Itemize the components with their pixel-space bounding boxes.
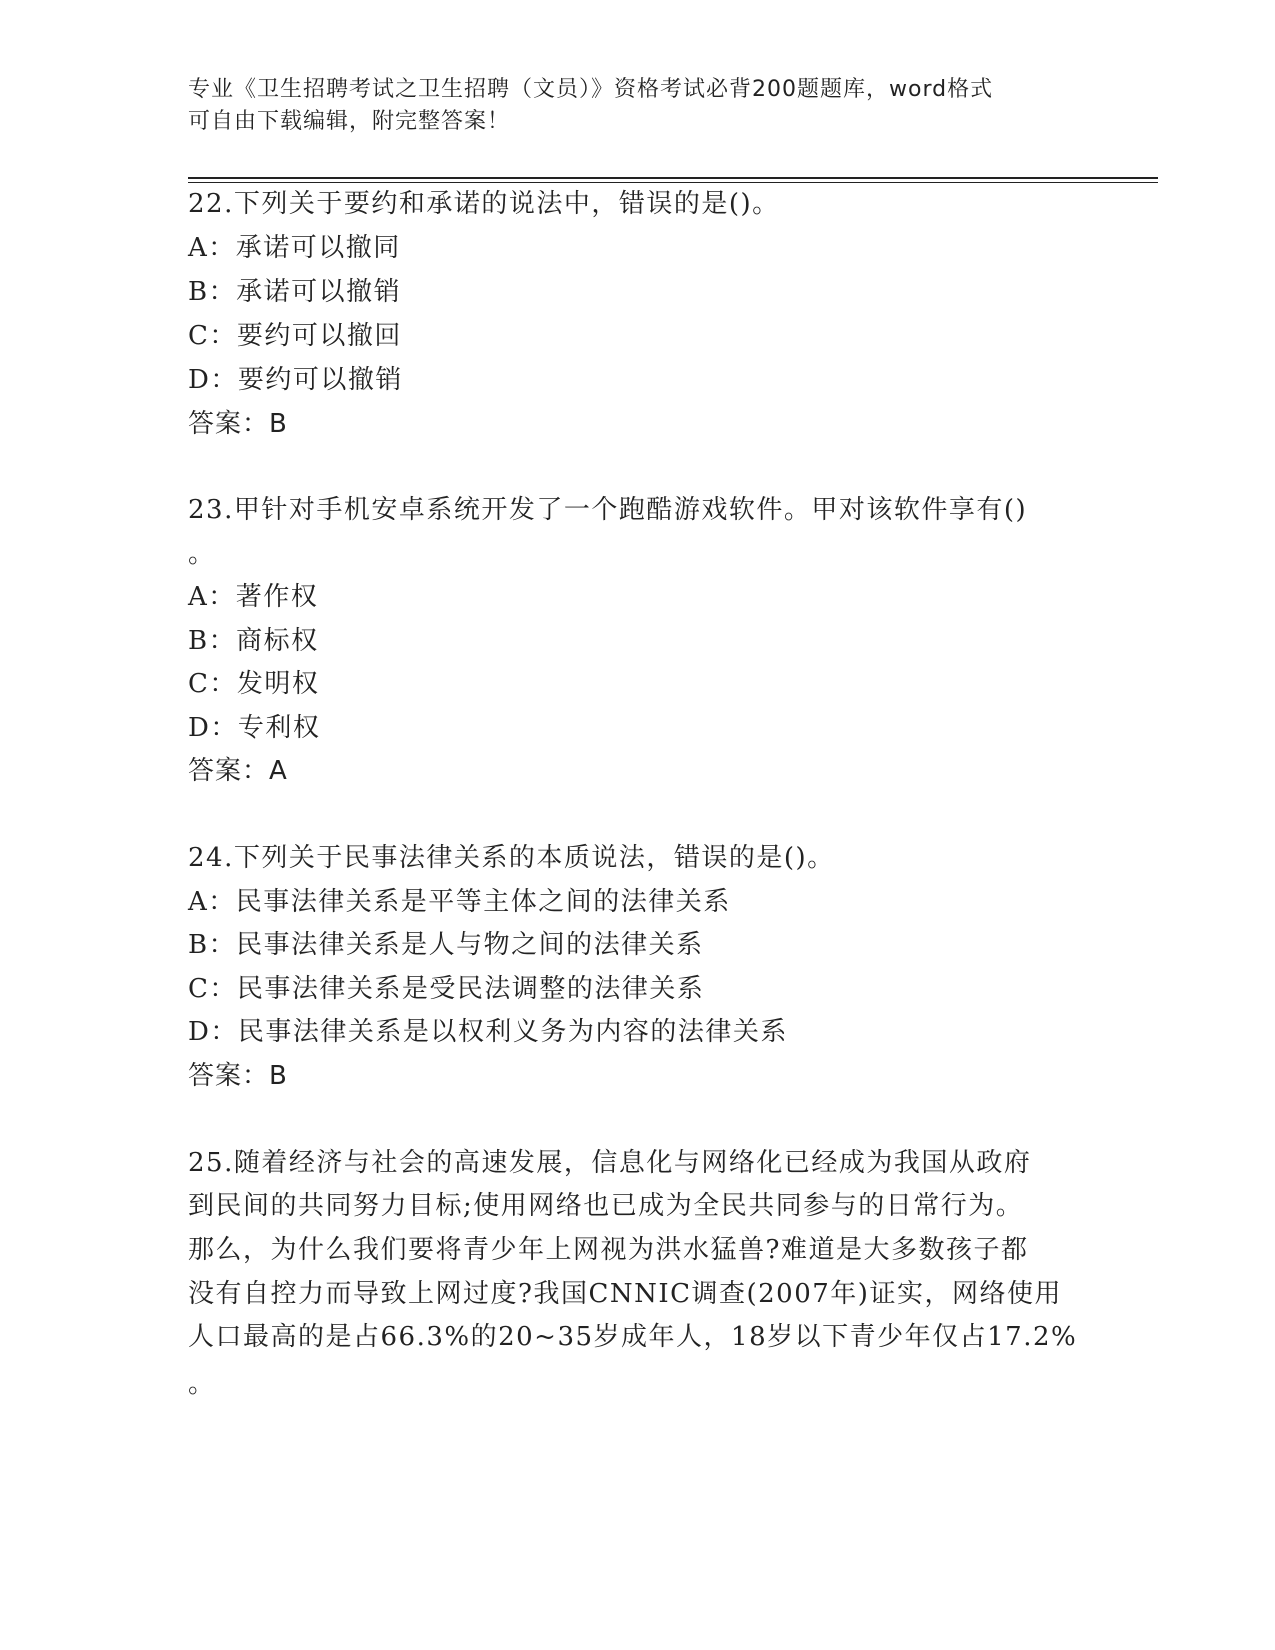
question-24-option-c: C：民事法律关系是受民法调整的法律关系 (188, 974, 705, 1004)
question-23-answer: 答案：A (188, 756, 288, 786)
question-25-stem-line-6: 。 (188, 1369, 216, 1399)
header-line-2: 可自由下载编辑，附完整答案！ (188, 109, 511, 134)
question-25-stem-line-4: 没有自控力而导致上网过度?我国CNNIC调查(2007年)证实，网络使用 (188, 1279, 1062, 1309)
question-25-stem-line-1: 25.随着经济与社会的高速发展，信息化与网络化已经成为我国从政府 (188, 1148, 1032, 1178)
question-24-option-d: D：民事法律关系是以权利义务为内容的法律关系 (188, 1017, 788, 1047)
question-23-option-c: C：发明权 (188, 669, 320, 699)
header-line-1: 专业《卫生招聘考试之卫生招聘（文员）》资格考试必背200题题库，word格式 (188, 77, 994, 102)
question-22-answer: 答案：B (188, 409, 288, 439)
question-23-option-a: A：著作权 (188, 582, 319, 612)
document-header (188, 74, 1068, 138)
question-22-option-c: C：要约可以撤回 (188, 321, 402, 351)
question-22-option-a: A：承诺可以撤同 (188, 233, 401, 263)
question-22-option-d: D：要约可以撤销 (188, 365, 403, 395)
question-22-stem: 22.下列关于要约和承诺的说法中，错误的是()。 (188, 189, 780, 219)
question-23-option-b: B：商标权 (188, 626, 319, 656)
question-22-option-b: B：承诺可以撤销 (188, 277, 402, 307)
question-24-stem: 24.下列关于民事法律关系的本质说法，错误的是()。 (188, 843, 835, 873)
question-23-stem-line-2: 。 (188, 539, 216, 569)
question-23-option-d: D：专利权 (188, 713, 321, 743)
question-24-answer: 答案：B (188, 1061, 288, 1091)
header-divider-thick (188, 177, 1158, 179)
question-24-option-b: B：民事法律关系是人与物之间的法律关系 (188, 930, 704, 960)
header-divider-thin (188, 182, 1158, 183)
question-24-option-a: A：民事法律关系是平等主体之间的法律关系 (188, 887, 731, 917)
question-23-stem-line-1: 23.甲针对手机安卓系统开发了一个跑酷游戏软件。甲对该软件享有() (188, 495, 1028, 525)
question-25-stem-line-3: 那么，为什么我们要将青少年上网视为洪水猛兽?难道是大多数孩子都 (188, 1235, 1029, 1265)
question-25-stem-line-5: 人口最高的是占66.3%的20~35岁成年人，18岁以下青少年仅占17.2% (188, 1322, 1078, 1352)
question-25-stem-line-2: 到民间的共同努力目标;使用网络也已成为全民共同参与的日常行为。 (188, 1191, 1024, 1221)
